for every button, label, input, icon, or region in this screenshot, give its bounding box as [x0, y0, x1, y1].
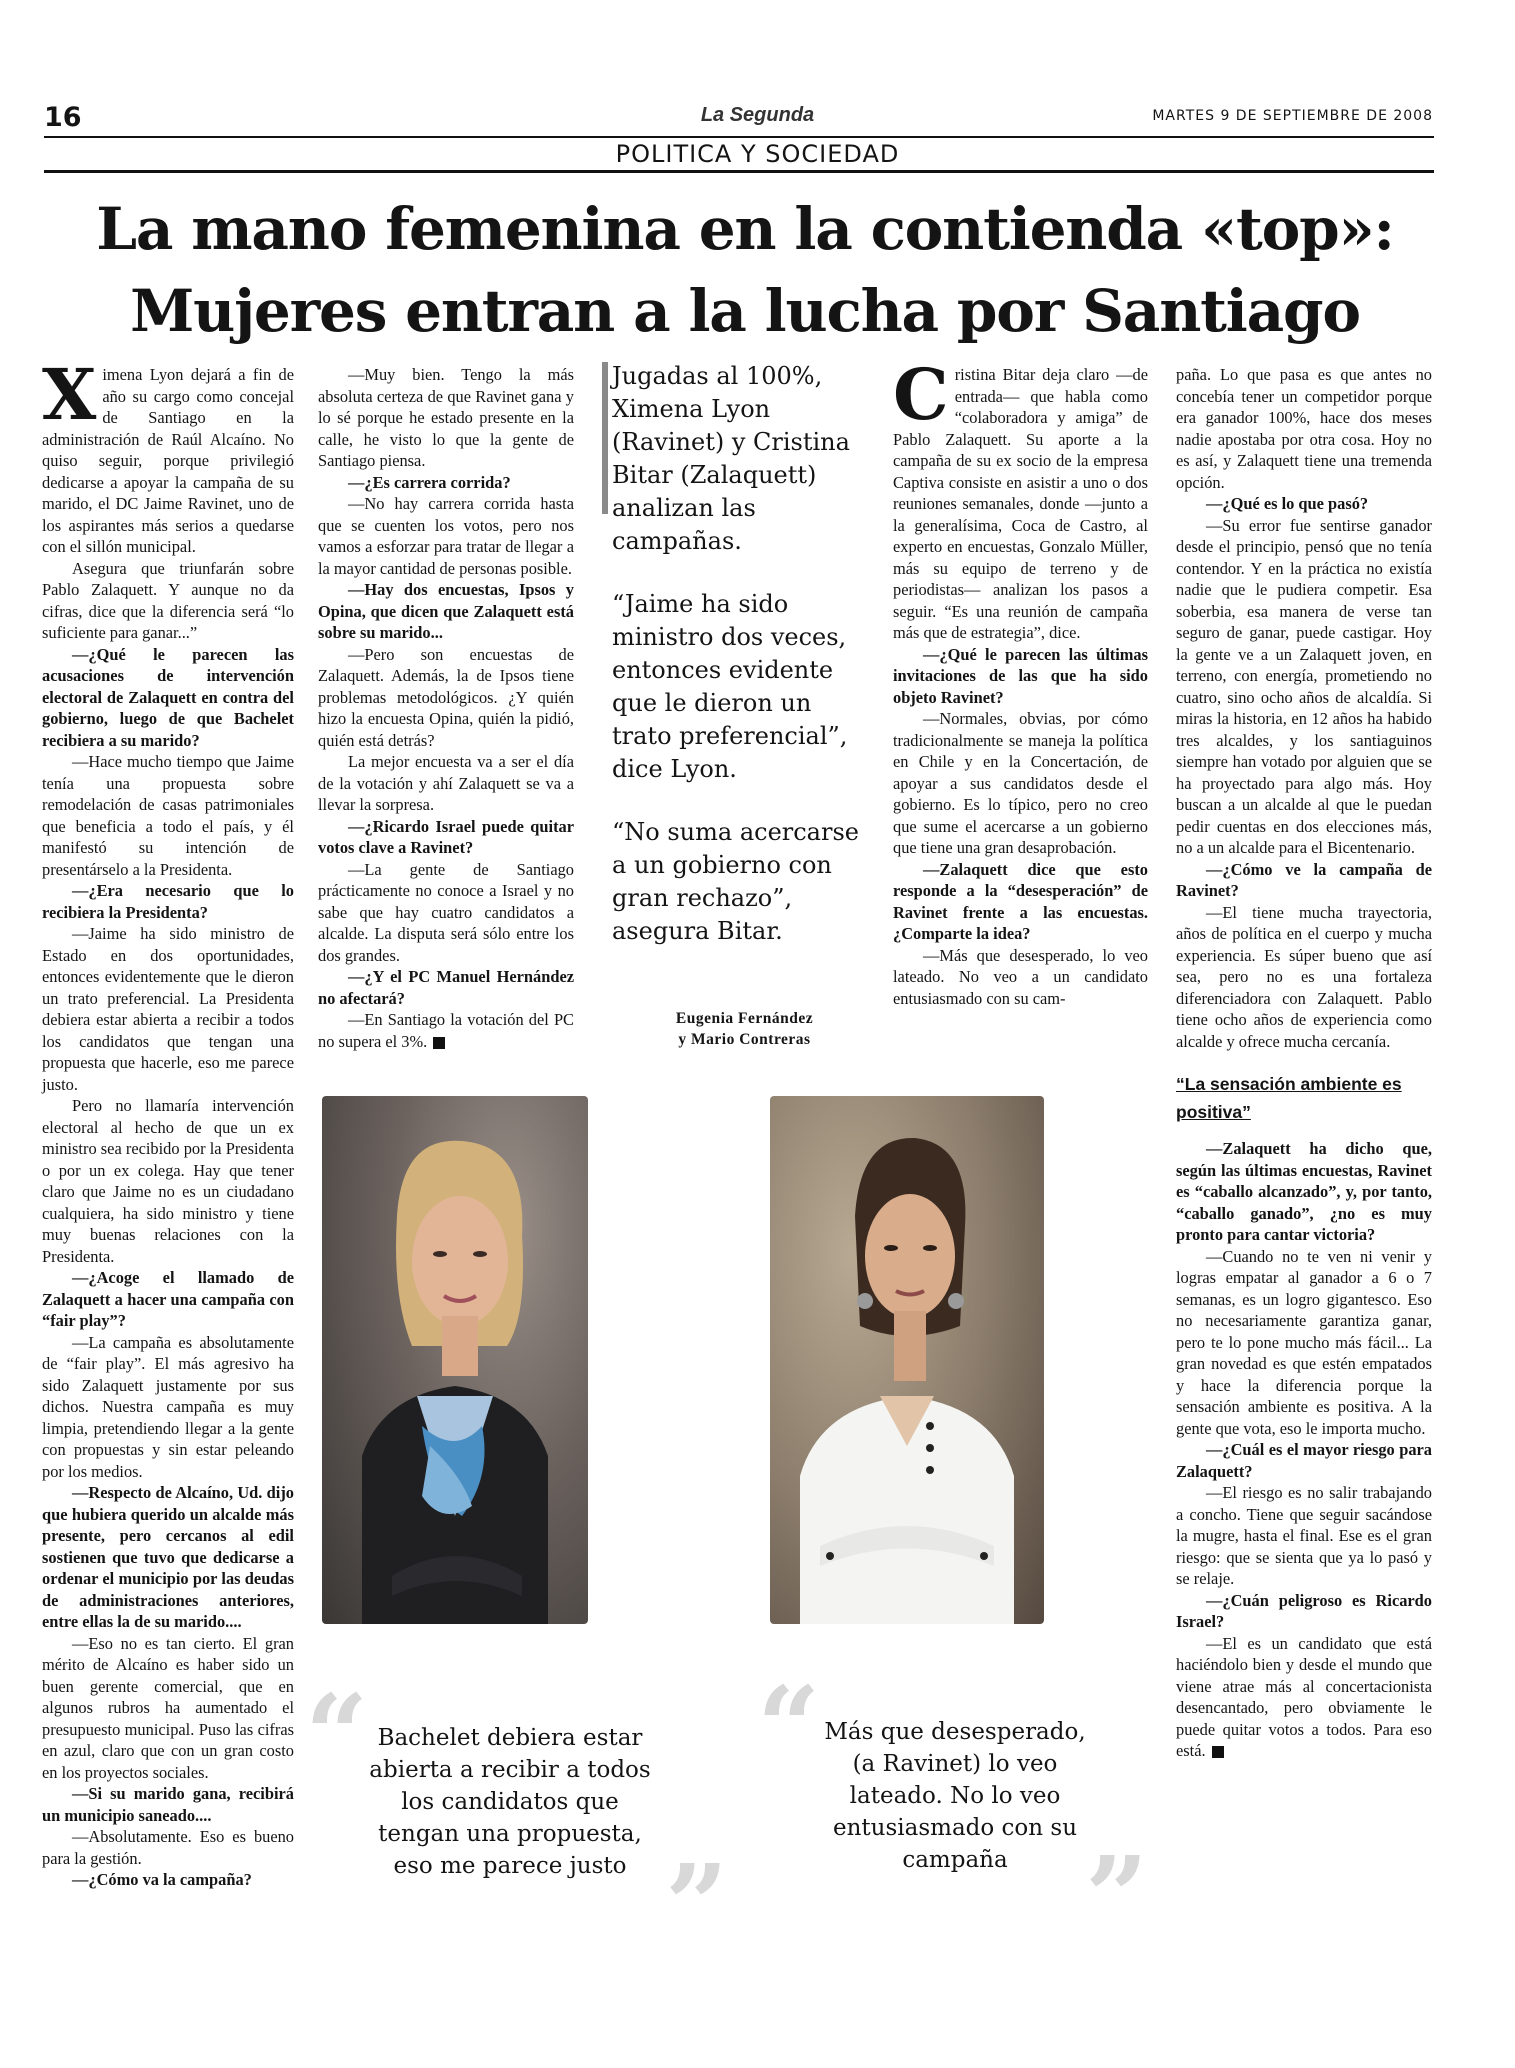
headline: [60, 188, 1430, 352]
portrait-illustration: [322, 1096, 588, 1624]
answer: —El riesgo es no salir trabajando a concho. Tiene que seguir sacándose la mugre, hasta el final. Ese es el gran riesgo: que se sienta que ya lo pasó y se relaje.: [1176, 1483, 1432, 1588]
end-mark-icon: [1212, 1746, 1224, 1758]
question: —¿Es carrera corrida?: [348, 472, 511, 492]
article-column-4: [893, 353, 1148, 1009]
answer: —Normales, obvias, por cómo tradicionalmente se maneja la política en Chile y en la Concertación, de apoyar a sus candidatos desde el gobierno. Es lo típico, pero no creo que sume el acercarse a un gobierno que tiene una gran desaprobación.: [893, 709, 1148, 857]
byline-line-2: y Mario Contreras: [678, 1031, 811, 1048]
answer: —Más que desesperado, lo veo lateado. No veo a un candidato entusiasmado con su cam-: [893, 945, 1148, 1008]
answer: La mejor encuesta va a ser el día de la votación y ahí Zalaquett se va a llevar la sorpresa.: [318, 752, 574, 814]
answer: —Hace mucho tiempo que Jaime tenía una propuesta sobre remodelación de casas patrimoniales que beneficia a todo el país, y él manifestó su intención de presentárselo a la Presidenta.: [42, 752, 294, 879]
article-column-2: [318, 364, 574, 1052]
question: —¿Cuán peligroso es Ricardo Israel?: [1176, 1590, 1432, 1631]
headline-line-2: Mujeres entran a la lucha por Santiago: [130, 277, 1360, 345]
answer: —El es un candidato que está haciéndolo bien y desde el mundo que viene atrae más al concertacionista desencantado, pero obviamente le puede quitar votos a todos. Para eso está.: [1176, 1633, 1432, 1760]
question: —Zalaquett ha dicho que, según las últimas encuestas, Ravinet es “caballo alcanzado”, y, por tanto, “caballo ganado”, ¿no es muy pronto para cantar victoria?: [1176, 1139, 1432, 1244]
pull-quote-bitar: “No suma acercarse a un gobierno con gran rechazo”, asegura Bitar.: [612, 818, 859, 945]
answer: —El tiene mucha trayectoria, años de política en el cuerpo y mucha experiencia. Es súper bueno que así sea, pero no es una fortaleza diferenciadora con Zalaquett. Pablo tiene ocho años de experiencia como alcalde y ofrece mucha cercanía.: [1176, 902, 1432, 1051]
paragraph: paña. Lo que pasa es que antes no concebía tener un competidor porque era ganador 100%, hace dos meses nadie apostaba por otra cosa. Hoy no es así, y Zalaquett tiene una tremenda opción.: [1176, 365, 1432, 492]
question: —¿Ricardo Israel puede quitar votos clave a Ravinet?: [318, 816, 574, 857]
answer: —Pero son encuestas de Zalaquett. Además, la de Ipsos tiene problemas metodológicos. ¿Y quién hizo la encuesta Opina, quién la pidió, quién está detrás?: [318, 644, 574, 750]
answer: Pero no llamaría intervención electoral al hecho de que un ex ministro sea recibido por la Presidenta o por un ex colega. Hay que tener claro que Jaime no es un ciudadano cualquiera, ha sido ministro y tiene muy buenas relaciones con la Presidenta.: [42, 1096, 294, 1266]
answer: —En Santiago la votación del PC no supera el 3%.: [318, 1010, 574, 1051]
photo-quote-left: Bachelet debiera estar abierta a recibir a todos los candidatos que tengan una propuesta, eso me parece justo: [369, 1725, 651, 1879]
article-column-1: [42, 353, 294, 1891]
close-quote-icon: ”: [665, 1840, 729, 1969]
question: —Hay dos encuestas, Ipsos y Opina, que dicen que Zalaquett está sobre su marido...: [318, 580, 574, 642]
question: —¿Acoge el llamado de Zalaquett a hacer una campaña con “fair play”?: [42, 1268, 294, 1330]
intro-paragraph: Ximena Lyon dejará a fin de año su cargo como concejal de Santiago en la administración de Raúl Alcaíno. No quiso seguir, porque privilegió dedicarse a apoyar la campaña de su marido, el DC Jaime Ravinet, uno de los aspirantes más serios a quedarse con el sillón municipal.: [42, 353, 294, 556]
question: —Si su marido gana, recibirá un municipio saneado....: [42, 1784, 294, 1825]
answer: —Muy bien. Tengo la más absoluta certeza de que Ravinet gana y lo sé porque he estado presente en la calle, he visto lo que la gente de Santiago piensa.: [318, 365, 574, 470]
byline-line-1: Eugenia Fernández: [675, 1010, 814, 1027]
drop-cap: C: [893, 353, 949, 436]
subheading: “La sensación ambiente es positiva”: [1176, 1074, 1402, 1122]
intro-paragraph: Cristina Bitar deja claro —de entrada— que habla como “colaboradora y amiga” de Pablo Zalaquett. Su aporte a la campaña de su ex socio de la empresa Captiva consiste en asistir a uno o dos reuniones semanales, donde —junto a la generalísima, Coca de Castro, al experto en encuestas, Gonzalo Müller, más su equipo de terreno y de periodistas— analizan los pasos a seguir. “Es una reunión de campaña más que de estrategia”, dice.: [893, 353, 1148, 642]
pull-lead: Jugadas al 100%, Ximena Lyon (Ravinet) y Cristina Bitar (Zalaquett) analizan las campañas.: [612, 362, 850, 555]
page-number: 16: [44, 102, 82, 133]
question: —¿Qué le parecen las acusaciones de intervención electoral de Zalaquett en contra del gobierno, luego de que Bachelet recibiera a su marido?: [42, 644, 294, 750]
portrait-illustration: [770, 1096, 1044, 1624]
pull-quote-block: [612, 360, 877, 978]
end-mark-icon: [433, 1037, 445, 1049]
accent-bar: [602, 362, 608, 514]
question: —¿Qué le parecen las últimas invitaciones de las que ha sido objeto Ravinet?: [893, 644, 1148, 707]
open-quote-icon: “: [305, 1670, 369, 1799]
header-rule: [44, 136, 1434, 138]
question: —Respecto de Alcaíno, Ud. dijo que hubiera querido un alcalde más presente, pero cercanos al edil sostienen que tuvo que dedicarse a ordenar el municipio por las deudas de administraciones anteriores, entre ellas la de su marido....: [42, 1483, 294, 1631]
photo-quote-right: Más que desesperado, (a Ravinet) lo veo lateado. No lo veo entusiasmado con su campaña: [824, 1719, 1086, 1873]
question: —¿Cómo ve la campaña de Ravinet?: [1176, 859, 1432, 900]
photo-cristina-bitar: [770, 1096, 1044, 1624]
question: —¿Cuál es el mayor riesgo para Zalaquett?: [1176, 1440, 1432, 1481]
question: —Zalaquett dice que esto responde a la “desesperación” de Ravinet frente a las encuestas. ¿Comparte la idea?: [893, 859, 1148, 943]
answer: —Absolutamente. Eso es bueno para la gestión.: [42, 1827, 294, 1868]
answer: —La gente de Santiago prácticamente no conoce a Israel y no sabe que hay cuatro candidatos a alcalde. La disputa será sólo entre los dos grandes.: [318, 859, 574, 965]
answer: —Su error fue sentirse ganador desde el principio, pensó que no tenía contendor. Y en la práctica no existía nadie que le pudiera competir. Esa soberbia, esa manera de verse tan seguro de ganar, puede castigar. Hoy la gente ve a un Zalaquett joven, en terreno, con energía, prometiendo no cuatro, sino ocho años de alcaldía. Si miras la historia, en 12 años ha habido tres alcaldes, y los santiaguinos siempre han votado por alguien que se ha proyectado para algo más. Hoy buscan a un alcalde al que le puedan pedir cuentas en dos elecciones más, no a un alcalde para el Bicentenario.: [1176, 515, 1432, 857]
article-column-5: [1176, 364, 1432, 1762]
answer: —La campaña es absolutamente de “fair play”. El más agresivo ha sido Zalaquett justamente por sus dichos. Nuestra campaña es muy limpia, pretendiendo llegar a la gente con propuestas y sin estar peleando por los medios.: [42, 1332, 294, 1481]
section-rule: [44, 170, 1434, 173]
drop-cap: X: [42, 353, 97, 436]
photo-ximena-lyon: [322, 1096, 588, 1624]
answer: —Jaime ha sido ministro de Estado en dos oportunidades, entonces evidentemente que le dieron un trato preferencial. La Presidenta debiera estar abierta a recibir a todos los candidatos que tengan una propuesta que hacerle, eso me parece justo.: [42, 924, 294, 1094]
section-title: POLITICA Y SOCIEDAD: [615, 140, 900, 168]
question: —¿Era necesario que lo recibiera la Presidenta?: [42, 881, 294, 922]
issue-date: MARTES 9 DE SEPTIEMBRE DE 2008: [1152, 108, 1433, 124]
pull-quote-lyon: “Jaime ha sido ministro dos veces, entonces evidente que le dieron un trato preferencial”, dice Lyon.: [612, 590, 848, 783]
answer: —No hay carrera corrida hasta que se cuenten los votos, pero nos vamos a esforzar para tratar de llegar a la mayor cantidad de personas posible.: [318, 494, 574, 578]
paragraph: Asegura que triunfarán sobre Pablo Zalaquett. Y aunque no da cifras, dice que la diferencia será “lo suficiente para ganar...”: [42, 558, 294, 642]
headline-line-1: La mano femenina en la contienda «top»:: [96, 195, 1394, 263]
newspaper-logo: La Segunda: [700, 104, 815, 126]
open-quote-icon: “: [757, 1662, 821, 1791]
question: —¿Y el PC Manuel Hernández no afectará?: [318, 967, 574, 1008]
answer: —Cuando no te ven ni venir y logras empatar al ganador a 6 o 7 semanas, es un logro gigantesco. Eso no necesariamente garantiza ganar, pero te lo pone mucho más fácil... La gran novedad es que estén empatados y hace la diferencia porque la sensación ambiente es positiva. A la gente que vota, eso le importa mucho.: [1176, 1246, 1432, 1438]
byline: [612, 1008, 877, 1050]
question: —¿Cómo va la campaña?: [72, 1870, 252, 1889]
close-quote-icon: ”: [1085, 1832, 1149, 1961]
question: —¿Qué es lo que pasó?: [1206, 494, 1369, 513]
answer: —Eso no es tan cierto. El gran mérito de Alcaíno es haber sido un buen gerente comercial, que en algunos rubros ha aumentado el presupuesto municipal. Puso las cifras en azul, claro que con un gran costo en los proyectos sociales.: [42, 1633, 294, 1782]
